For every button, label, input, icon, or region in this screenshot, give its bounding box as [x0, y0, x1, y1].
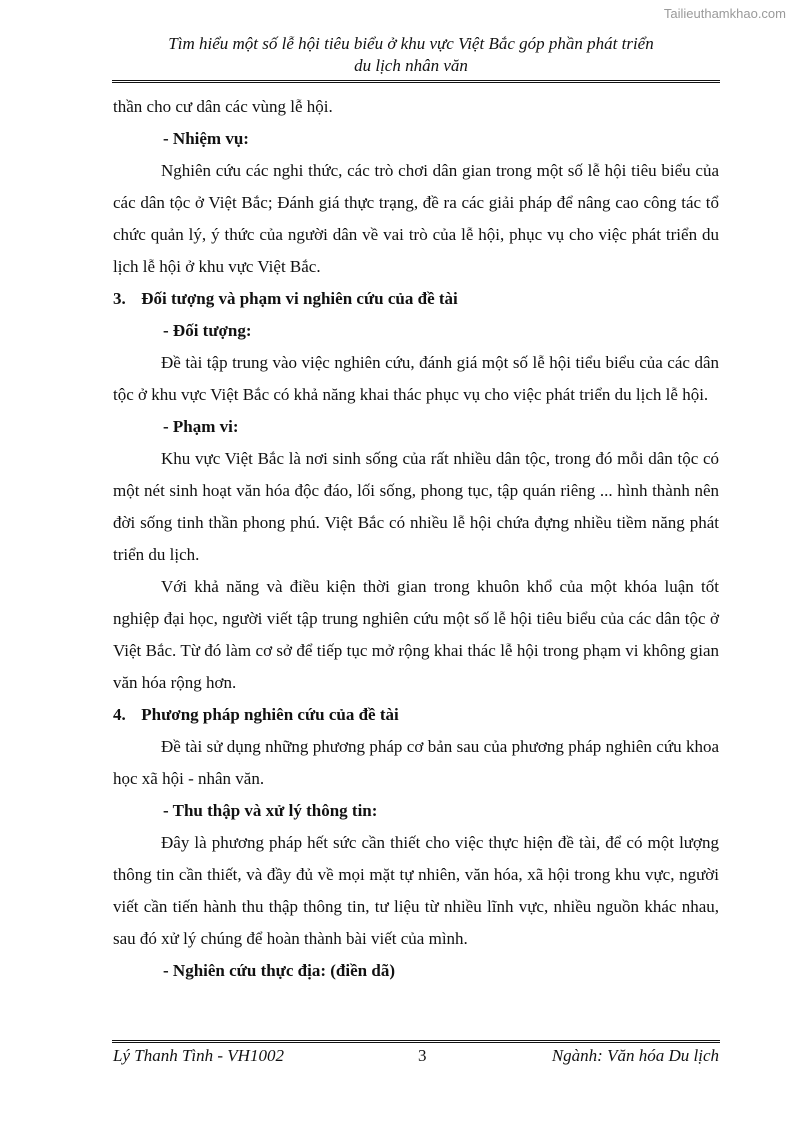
paragraph-nhiem-vu: Nghiên cứu các nghi thức, các trò chơi dân gian trong một số lễ hội tiêu biểu của các dân tộc ở Việt Bắc; Đánh giá thực trạng, đề ra các giải pháp để nâng cao công tác tổ chức quản lý, ý thức của người dân về vai trò của lễ hội, phục vụ cho việc phát triển du lịch lễ hội ở khu vực Việt Bắc.: [113, 161, 719, 276]
paragraph-thu-thap: Đây là phương pháp hết sức cần thiết cho việc thực hiện đề tài, để có một lượng thông tin cần thiết, và đầy đủ về mọi mặt tự nhiên, văn hóa, xã hội trong khu vực, người viết cần tiến hành thu thập thông tin, tư liệu từ nhiều lĩnh vực, nhiều nguồn khác nhau, sau đó xử lý chúng để hoàn thành bài viết của mình.: [113, 833, 719, 948]
paragraph-pham-vi-1: Khu vực Việt Bắc là nơi sinh sống của rất nhiều dân tộc, trong đó mỗi dân tộc có một nét sinh hoạt văn hóa độc đáo, lối sống, phong tục, tập quán riêng ... hình thành nên đời sống tinh thần phong phú. Việt Bắc có nhiều lễ hội chứa đựng nhiều tiềm năng phát triển du lịch.: [113, 449, 719, 564]
subheading-thu-thap: - Thu thập và xử lý thông tin:: [163, 801, 378, 820]
footer-rule: [112, 1040, 720, 1043]
header-line-1: Tìm hiểu một số lễ hội tiêu biểu ở khu vực Việt Bắc góp phần phát triển: [168, 34, 654, 53]
section-heading-4: [113, 699, 719, 731]
footer-major: Ngành: Văn hóa Du lịch: [551, 1046, 719, 1065]
watermark: Tailieuthamkhao.com: [663, 6, 786, 21]
header-rule: [112, 80, 720, 83]
section-title-4: Phương pháp nghiên cứu của đề tài: [141, 705, 399, 724]
paragraph-pham-vi-2: Với khả năng và điều kiện thời gian trong khuôn khổ của một khóa luận tốt nghiệp đại học, người viết tập trung nghiên cứu một số lễ hội tiêu biểu của các dân tộc ở Việt Bắc. Từ đó làm cơ sở để tiếp tục mở rộng khai thác lễ hội trong phạm vi không gian văn hóa rộng hơn.: [113, 577, 719, 692]
section-title-3: Đối tượng và phạm vi nghiên cứu của đề tài: [141, 289, 458, 308]
section-number-4: 4.: [113, 705, 126, 724]
page-footer: [113, 1046, 719, 1070]
paragraph-doi-tuong: Đề tài tập trung vào việc nghiên cứu, đánh giá một số lễ hội tiểu biểu của các dân tộc ở khu vực Việt Bắc có khả năng khai thác phục vụ cho việc phát triển du lịch lễ hội.: [113, 353, 719, 404]
footer-author: Lý Thanh Tình - VH1002: [113, 1046, 284, 1065]
subheading-nhiem-vu: - Nhiệm vụ:: [163, 129, 249, 148]
page-number: 3: [418, 1046, 427, 1065]
subheading-pham-vi: - Phạm vi:: [163, 417, 239, 436]
header-line-2: du lịch nhân văn: [354, 56, 468, 75]
paragraph-phuong-phap: Đề tài sử dụng những phương pháp cơ bản sau của phương pháp nghiên cứu khoa học xã hội - nhân văn.: [113, 737, 719, 788]
section-number-3: 3.: [113, 289, 126, 308]
section-heading-3: [113, 283, 719, 315]
subheading-doi-tuong: - Đối tượng:: [163, 321, 252, 340]
running-header: [100, 33, 722, 77]
document-body: [113, 91, 719, 987]
subheading-thuc-dia: - Nghiên cứu thực địa: (điền dã): [163, 961, 395, 980]
paragraph-continuation: thần cho cư dân các vùng lễ hội.: [113, 97, 333, 116]
